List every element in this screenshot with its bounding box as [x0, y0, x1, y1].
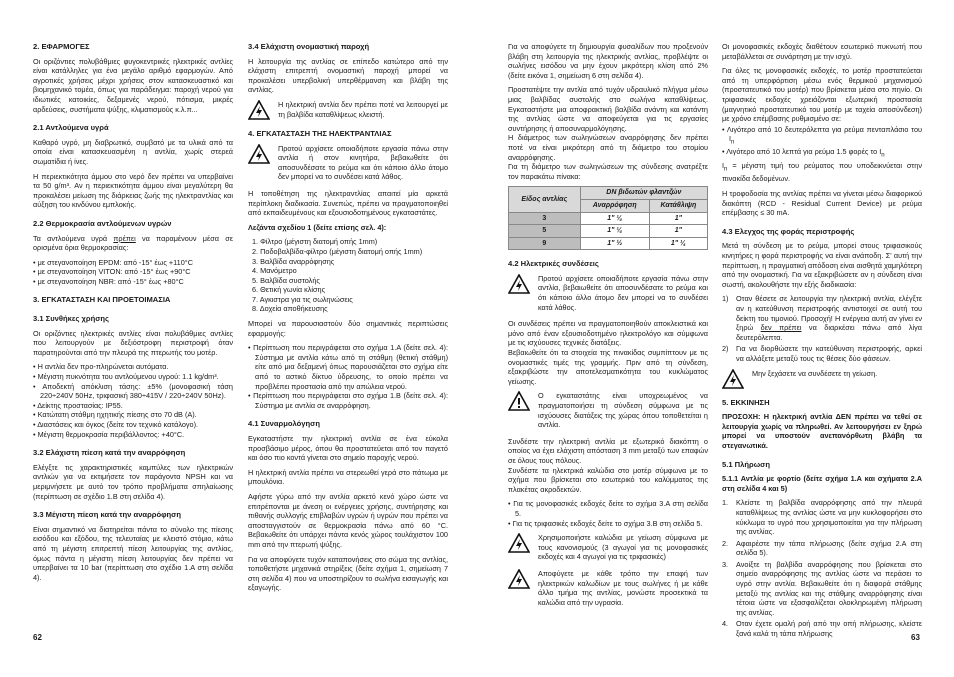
section-2-1-p1: Καθαρό υγρό, μη διαβρωτικό, συμβατό με τα υλικά από τα οποία είναι κατασκευασμένη η αντλία, χωρίς στερεά σωματίδια ή ίνες.: [33, 137, 233, 166]
section-3-3-title: 3.3 Μέγιστη πίεση κατά την αναρρόφηση: [33, 510, 182, 520]
step-text: Ανοίξτε τη βαλβίδα αναρρόφησης που βρίσκεται στο σημείο αναρρόφησης της αντλίας ώστε να περάσει το υγρό στην αντλία. Βεβαιωθείτε ότι η διαφορά στάθμης μεταξύ της αντλίας και της στάθμης αναρρόφησης είναι τέτοια ώστε να εξασφαλίζεται ολοκληρωμένη πλήρωση της αντλίας.: [736, 559, 922, 617]
section-3-1-text: Οι οριζόντιες ηλεκτρικές αντλίες είναι πολυβάθμιες αντλίες που λειτουργούν με δεξιόστροφη περιστροφή όταν παρατηρούνται από την πλευρά της πτερωτής του μοτέρ.: [33, 328, 233, 357]
warning-text: Μην ξεχάσετε να συνδέσετε τη γείωση.: [752, 368, 878, 378]
legend-item: 1. Φίλτρο (μέγιστη διατομή οπής 1mm): [252, 237, 378, 247]
legend-item: 2. Ποδοβαλβίδα-φίλτρο (μέγιστη διατομή οπής 1mm): [252, 246, 423, 256]
warning-block: [508, 274, 708, 312]
paragraph: Οι συνδέσεις πρέπει να πραγματοποιηθούν αποκλειστικά και μόνο από έναν εξουσιοδοτημένο ηλεκτρολόγο και σύμφωνα με τις ισχύουσες τεχνικές διατάξεις.: [508, 319, 708, 348]
intro-text-b: να παραμένουν μέσα σε ορισμένα όρια θερμοκρασίας:: [33, 233, 234, 253]
paragraph: Η τροφοδοσία της αντλίας πρέπει να γίνεται μέσω διαφορικού διακόπτη (RCD - Residual Current Device) με ρεύμα επέμβασης ≤ 30 mA.: [722, 189, 922, 218]
paragraph: Η διάμετρος των σωληνώσεων αναρρόφησης δεν πρέπει ποτέ να είναι μικρότερη από τη διάμετρο του στομίου αναρρόφησης.: [508, 133, 708, 162]
list-item: • Μέγιστη θερμοκρασία περιβάλλοντος: +40°C.: [33, 430, 233, 440]
list-item: • με στεγανοποίηση NBR: από -15° έως +80°C: [33, 277, 233, 287]
table-cell: 1": [649, 212, 707, 225]
item-text: Λιγότερο από 10 λεπτά για ρεύμα 1.5 φορές το I: [726, 147, 882, 157]
table-cell: 1": [649, 225, 707, 238]
step-number: 2): [722, 344, 729, 354]
table-header: Αναρρόφηση: [580, 199, 649, 212]
electric-hazard-icon: [508, 274, 530, 294]
warning-block: [722, 369, 922, 389]
section-4-text: Η τοποθέτηση της ηλεκτραντλίας απαιτεί μία αρκετά περίπλοκη διαδικασία. Συνεπώς, πρέπει να πραγματοποιηθεί από εκπαιδευμένους και εξουσιοδοτημένους εγκαταστάτες.: [248, 188, 448, 218]
subscript: n: [724, 165, 728, 173]
pipe-diameter-table: [508, 186, 708, 250]
step-text: [736, 294, 922, 342]
table-row: [509, 212, 708, 225]
table-header: Κατάθλιψη: [649, 199, 707, 212]
step-number: 1): [722, 294, 729, 304]
legend-item: 6. Θετική γωνία κλίσης: [252, 285, 326, 295]
section-3-2-title: 3.2 Ελάχιστη πίεση κατά την αναρρόφηση: [33, 448, 186, 458]
section-2-1-p2: Η περιεκτικότητα άμμου στο νερό δεν πρέπει να υπερβαίνει τα 50 g/m³. Αν η περιεκτικότητα άμμου είναι μεγαλύτερη θα προκαλέσει μείωση της διάρκειας ζωής της ηλεκτραντλίας και αύξηση του κινδύνου εμπλοκής.: [33, 171, 233, 210]
step-number: 3.: [722, 559, 729, 569]
section-2-1-title: 2.1 Αντλούμενα υγρά: [33, 123, 109, 133]
subscript: n: [731, 138, 735, 146]
paragraph: Για να αποφύγετε τη δημιουργία φυσαλίδων που προξενούν βλάβη στη λειτουργία της ηλεκτρικής αντλίας, προβλέψτε οι σωλήνες εισόδου να μην έχουν μικρότερη κλίση από 2% (δείτε εικόνα 1, σημείωση 6 στη σελίδα 4).: [508, 42, 708, 80]
section-3-1-title: 3.1 Συνθήκες χρήσης: [33, 314, 109, 324]
table-cell: 9: [509, 237, 581, 250]
table-cell: 1" ¼: [649, 237, 707, 250]
cases-list: [248, 343, 448, 410]
list-item: • Δείκτης προστασίας: IP55.: [33, 401, 233, 411]
left-page-column-2: [248, 42, 448, 598]
section-4-1-p1: Εγκαταστήστε την ηλεκτρική αντλία σε ένα εύκολα προσβάσιμο μέρος, όπου θα προστατεύεται από τον παγετό και όσο πιο κοντά γίνεται στο σημείο παροχής νερού.: [248, 434, 448, 463]
section-4-1-title: 4.1 Συναρμολόγηση: [248, 419, 320, 429]
list-item: [722, 125, 922, 148]
electric-hazard-icon: [248, 100, 270, 120]
section-5-1-title: 5.1 Πλήρωση: [722, 459, 770, 469]
list-item: • με στεγανοποίηση VITON: από -15° έως +90°C: [33, 267, 233, 277]
section-4-title: 4. ΕΓΚΑΤΑΣΤΑΣΗ ΤΗΣ ΗΛΕΚΤΡΑΝΤΛΙΑΣ: [248, 128, 392, 138]
filling-steps: [722, 498, 922, 638]
step-text: Οταν έχετε ομαλή ροή από την οπή πλήρωσης, κλείστε ξανά καλά τη τάπα πλήρωσης: [736, 619, 922, 639]
step-number: 4.: [722, 619, 729, 629]
warning-block: [508, 569, 708, 607]
section-2-title: 2. ΕΦΑΡΜΟΓΕΣ: [33, 42, 90, 51]
list-item: • Για τις τριφασικές εκδοχές δείτε το σχήμα 3.Β στη σελίδα 5.: [508, 519, 708, 529]
table-row: [509, 225, 708, 238]
section-2-2-title: 2.2 Θερμοκρασία αντλούμενων υγρών: [33, 218, 172, 228]
intro-text-a: Τα αντλούμενα υγρά: [33, 233, 114, 243]
warning-block: [508, 533, 708, 562]
section-4-1-p3: Αφήστε γύρω από την αντλία αρκετό κενό χώρο ώστε να επιτρέπονται με άνεση οι ενέργειες χρήσης, συντήρησης και πιθανής συλλογής επιβλαβών υγρών ή υγρών που πρέπει να αποσταγγιστούν σε θερμοκρασία πάνω από 60 °C. Βεβαιωθείτε ότι υπάρχει πάντα κενός χώρος τουλάχιστον 100 mm από την πτερωτή ψύξης.: [248, 491, 448, 549]
list-item: • Η αντλία δεν προ-πληρώνεται αυτόματα.: [33, 362, 233, 372]
table-header: Είδος αντλίας: [509, 187, 581, 212]
section-5-1-1-title: 5.1.1 Αντλία με φορτίο (δείτε σχήμα 1.Α και σχήματα 2.Α στη σελίδα 4 και 5): [722, 474, 922, 493]
section-4-3-title: 4.3 Ελεγχος της φοράς περιστροφής: [722, 226, 855, 236]
electric-hazard-icon: [722, 369, 744, 389]
legend-item: 8. Δοχεία αποθήκευσης: [252, 304, 328, 314]
section-3-title: 3. ΕΓΚΑΤΑΣΤΑΣΗ ΚΑΙ ΠΡΟΕΤΟΙΜΑΣΙΑ: [33, 295, 171, 305]
exclamation-warning-icon: [508, 391, 530, 411]
section-3-4-title: 3.4 Ελάχιστη ονομαστική παροχή: [248, 42, 370, 51]
right-page-column-2: [722, 42, 922, 644]
warning-text: Αποφύγετε με κάθε τρόπο την επαφή των ηλεκτρικών καλωδίων με τους σωλήνες ή με κάθε άλλο τμήμα της αντλίας, μονώστε προσεκτικά τα καλώδια από την υγρασία.: [538, 568, 708, 607]
warning-block: [508, 391, 708, 429]
section-2-text: Οι οριζόντιες πολυβάθμιες φυγοκεντρικές ηλεκτρικές αντλίες είναι κατάλληλες για ένα μεγάλο αριθμό εφαρμογών. Από αγροτικές χρήσεις μέχρι χρήσεις στον κατασκευαστικό και βιομηχανικό τομέα, όπως για παράδειγμα: παροχή νερού για ιδιωτικές κατοικίες, δεξαμενές νερού, πότισμα, μικρές αρδεύσεις, συστήματα ψύξης, κλιματισμούς κ.λ.π...: [33, 56, 233, 114]
paragraph: Για όλες τις μονοφασικές εκδοχές, το μοτέρ προστατεύεται από τη υπερφόρτιση μέσω ενός θερμικού μηχανισμού (προστατευτικό του μοτέρ) που βρίσκεται μέσα στο πηνίο. Οι τριφασικές εκδοχές χρειάζονται εξωτερική προστασία (μαγνητικό προστατευτικό του μοτέρ με ταχεία αποσύνδεση) με χρόνο επέμβασης ρυθμισμένο σε:: [722, 66, 922, 124]
paragraph: Συνδέστε την ηλεκτρική αντλία με εξωτερικό διακόπτη ο οποίος να έχει ελάχιστη απόσταση 3 mm μεταξύ των επαφών σε όλους τους πόλους.: [508, 436, 708, 465]
legend-list: [248, 237, 448, 314]
section-4-1-p2: Η ηλεκτρική αντλία πρέπει να στερεωθεί γερά στο πάτωμα με μπουλόνια.: [248, 467, 448, 487]
step-number: 1.: [722, 498, 729, 508]
list-item: • Περίπτωση που περιγράφεται στο σχήμα 1.Β (δείτε σελ. 4): Σύστημα με αντλία σε αναρρόφηση.: [248, 391, 448, 410]
list-item: [722, 294, 922, 342]
list-item: [722, 147, 922, 160]
table-cell: 1" ¼: [580, 212, 649, 225]
temperature-list: [33, 258, 233, 287]
table-cell: 5: [509, 225, 581, 238]
caution-text: ΠΡΟΣΟΧΗ: Η ηλεκτρική αντλία ΔΕΝ πρέπει να τεθεί σε λειτουργία χωρίς να πληρωθεί. Αν λειτουργήσει εν ξηρώ μπορεί να υποστούν ανεπανόρθωτη βλάβη τα στεγανωτικά.: [722, 412, 922, 450]
list-item: • Διαστάσεις και όγκος (δείτε τον τεχνικό κατάλογο).: [33, 420, 233, 430]
list-item: [722, 560, 922, 618]
paragraph: Βεβαιωθείτε ότι τα στοιχεία της πινακίδας συμπίπτουν με τις ονομαστικές τιμές της γραμμής. Πριν από τη σύνδεση, εξακριβώστε την αποτελεσματικότητα του κυκλώματος γείωσης.: [508, 348, 708, 386]
paragraph: Οι μονοφασικές εκδοχές διαθέτουν εσωτερικό πυκνωτή που μεταβάλλεται σε συνάρτηση με την ισχύ.: [722, 42, 922, 61]
warning-text: Προτού αρχίσετε οποιαδήποτε εργασία πάνω στην αντλία ή στον κινητήρα, βεβαιωθείτε ότι αποσυνδέσατε το ρεύμα και ότι κάποιο άλλο άτομο δεν μπορεί να το συνδέσει κατά λάθος.: [278, 143, 448, 182]
underlined-must: πρέπει: [113, 233, 136, 243]
electric-hazard-icon: [508, 569, 530, 589]
protection-list: [722, 125, 922, 161]
section-5-title: 5. ΕΚΚΙΝΗΣΗ: [722, 397, 770, 407]
section-3-2-text: Ελέγξτε τις χαρακτηριστικές καμπύλες των ηλεκτρικών αντλιών για να εκτιμήσετε τον παράγοντα NPSH και να μεριμνήσετε με αυτό τον τρόπο προβλήματα σπηλαίωσης (περίπτωση σε σχέδιο 1.Β στη σελίδα 4).: [33, 462, 233, 501]
page-number-left: 62: [33, 633, 42, 642]
current-note: [722, 161, 922, 184]
section-3-4-text: Η λειτουργία της αντλίας σε επίπεδο κατώτερο από την ελάχιστη επιτρεπτή ονομαστική παροχή μπορεί να προκαλέσει υπερβολική υπερθέρμανση και βλάβη της αντλίας.: [248, 56, 448, 95]
list-item: • με στεγανοποίηση EPDM: από -15° έως +110°C: [33, 258, 233, 268]
section-2-2-intro: [33, 234, 233, 253]
list-item: [722, 344, 922, 363]
section-4-1-p4: Για να αποφύγετε τυχόν καταπονήσεις στο σώμα της αντλίας, τοποθετήστε μηχανικά στηρίξεις (δείτε σχήμα 1, σημείωση 7 στη σελίδα 4) που να υποστηρίζουν το σωλήνα εισαγωγής και εξαγωγής.: [248, 554, 448, 593]
list-item: • Περίπτωση που περιγράφεται στο σχήμα 1.Α (δείτε σελ. 4): Σύστημα με αντλία κάτω από τη στάθμη (θετική στάθμη) είτε από μια δεξαμενή όπως παρουσιάζεται στο σχήμα είτε από το αστικό δίκτυο ύδρευσης, το οποίο πρέπει να προβλέπει προστασία από την απώλεια νερού.: [248, 343, 448, 391]
list-item: [722, 498, 922, 536]
subscript: n: [881, 151, 885, 159]
step-text: Κλείστε τη βαλβίδα αναρρόφησης από την πλευρά καταθλίψεως της αντλίας ώστε να μην κυκλοφορήσει στο κύκλωμα το υγρό που χρησιμοποιείται για την πλήρωση της αντλίας.: [736, 498, 922, 537]
legend-item: 7. Αγκιστρα για τις σωληνώσεις: [252, 294, 353, 304]
note-text: = μέγιστη τιμή του ρεύματος που υποδεικνύεται στην πινακίδα δεδομένων.: [722, 161, 922, 184]
table-cell: 3: [509, 212, 581, 225]
section-3-3-text: Είναι σημαντικό να διατηρείται πάντα το σύνολο της πίεσης εισόδου και εξόδου, της τελευταίας με κλειστό στόμιο, κάτω από τη μέγιστη επιτρεπτή πίεση λειτουργίας της αντλίας, όμως πάντα η μέγιστη πίεση λειτουργίας δεν πρέπει να υπερβαίνει τα 10 bar (περίπτωση στο σχέδιο 1.Α στη σελίδα 4).: [33, 524, 233, 582]
rotation-steps: [722, 294, 922, 363]
list-item: • Κατώτατη στάθμη ηχητικής πίεσης στο 70 dB (A).: [33, 410, 233, 420]
step-text-a: Οταν θέσετε σε λειτουργία την ηλεκτρική αντλία, ελέγξτε αν η κατεύθυνση περιστροφής αντιστοιχεί σε αυτή του δείκτη του τιμονιού. Προσοχή! Η ενέργεια αυτή αν γίνει εν ξηρώ: [736, 294, 922, 333]
legend-title: Λεζάντα σχεδίου 1 (δείτε επίσης σελ. 4):: [248, 222, 387, 232]
list-item: • Για τις μονοφασικές εκδοχές δείτε το σχήμα 3.Α στη σελίδα 5.: [508, 499, 708, 518]
cases-intro: Μπορεί να παρουσιαστούν δύο σημαντικές περιπτώσεις εφαρμογής:: [248, 319, 448, 338]
conditions-list: [33, 362, 233, 439]
electric-hazard-icon: [508, 533, 530, 553]
step-text: Για να διορθώσετε την κατεύθυνση περιστροφής, αρκεί να αλλάξετε μεταξύ τους τις θέσεις δύο φάσεων.: [736, 344, 922, 363]
paragraph: Συνδέστε τα ηλεκτρικά καλώδια στο μοτέρ σύμφωνα με το σχήμα που βρίσκεται στο εσωτερικό του καλύμματος της πλακέτας ακροδεκτών.: [508, 465, 708, 494]
step-text: Αφαιρέστε την τάπα πλήρωσης (δείτε σχήμα 2.Α στη σελίδα 5).: [736, 538, 922, 558]
paragraph: Για τη διάμετρο των σωληνώσεων της σύνδεσης ανατρέξτε τον παρακάτω πίνακα:: [508, 162, 708, 181]
table-row: [509, 237, 708, 250]
left-page-column-1: [33, 42, 233, 587]
list-item: • Αποδεκτή απόκλιση τάσης: ±5% (μονοφασική τάση 220÷240V 50Hz, τριφασική 380÷415V / 220÷240V 50Hz).: [33, 382, 233, 401]
warning-text: Προτού αρχίσετε οποιαδήποτε εργασία πάνω στην αντλία, βεβαιωθείτε ότι αποσυνδέσατε το ρεύμα και ότι κάποιο άλλο άτομο δεν μπορεί να το συνδέσει κατά λάθος.: [538, 273, 708, 312]
table-cell: 1" ½: [580, 237, 649, 250]
right-page-column-1: [508, 42, 708, 614]
list-item: [722, 619, 922, 638]
list-item: • Μέγιστη πυκνότητα του αντλούμενου υγρού: 1.1 kg/dm³.: [33, 372, 233, 382]
table-cell: 1" ¼: [580, 225, 649, 238]
warning-text: Χρησιμοποιήστε καλώδια με γείωση σύμφωνα με τους κανονισμούς (3 αγωγοί για τις μονοφασικές εκδοχές και 4 αγωγοί για τις τριφασικές): [538, 533, 708, 562]
paragraph: Μετά τη σύνδεση με το ρεύμα, μπορεί στους τριφασικούς κινητήρες η φορά περιστροφής να είναι ανάποδη. Σ' αυτή την περίπτωση, η πραγματική απόδοση είναι αισθητά χαμηλότερη από την ονομαστική. Για να εξακριβώσετε αν η σύνδεση είναι σωστή, ακολουθήστε την εξής διαδικασία:: [722, 241, 922, 289]
wiring-list: [508, 499, 708, 528]
legend-item: 3. Βαλβίδα αναρρόφησης: [252, 256, 335, 266]
warning-text: Ο εγκαταστάτης είναι υποχρεωμένος να πραγματοποιήσει τη σύνδεση σύμφωνα με τις ισχύουσες διατάξεις της χώρας όπου τοποθετείται η αντλία.: [538, 391, 708, 430]
note-symbol: I: [722, 161, 725, 171]
table-header: DN βιδωτών φλαντζών: [580, 187, 707, 200]
step-text-b: να διαρκέσει πάνω από λίγα δευτερόλεπτα.: [736, 323, 922, 342]
item-text: Λιγότερο από 10 δευτερόλεπτα για ρεύμα πενταπλάσιο του I: [726, 124, 922, 144]
paragraph: Προστατέψτε την αντλία από τυχόν υδραυλικό πλήγμα μέσω μιας βαλβίδας συστολής στο σωλήνα καταθλίψεως. Εγκαταστήστε μια αποφρακτική βαλβίδα ανάντη και κατάντη της αντλίας ώστε να αποφεύγεται για τις εργασίες συντήρησης ή αποσυναρμολόγησης.: [508, 85, 708, 133]
page-number-right: 63: [911, 633, 920, 642]
section-4-2-title: 4.2 Ηλεκτρικές συνδέσεις: [508, 259, 599, 269]
electric-hazard-icon: [248, 144, 270, 164]
legend-item: 4. Μανόμετρο: [252, 266, 297, 276]
step-number: 2.: [722, 538, 729, 548]
legend-item: 5. Βαλβίδα συστολής: [252, 275, 320, 285]
warning-block: [248, 144, 448, 182]
warning-text: Η ηλεκτρική αντλία δεν πρέπει ποτέ να λειτουργεί με τη βαλβίδα καταθλίψεως κλειστή.: [278, 99, 448, 119]
warning-block: [248, 100, 448, 120]
underlined-must-not: δεν πρέπει: [760, 323, 802, 333]
list-item: [722, 539, 922, 558]
